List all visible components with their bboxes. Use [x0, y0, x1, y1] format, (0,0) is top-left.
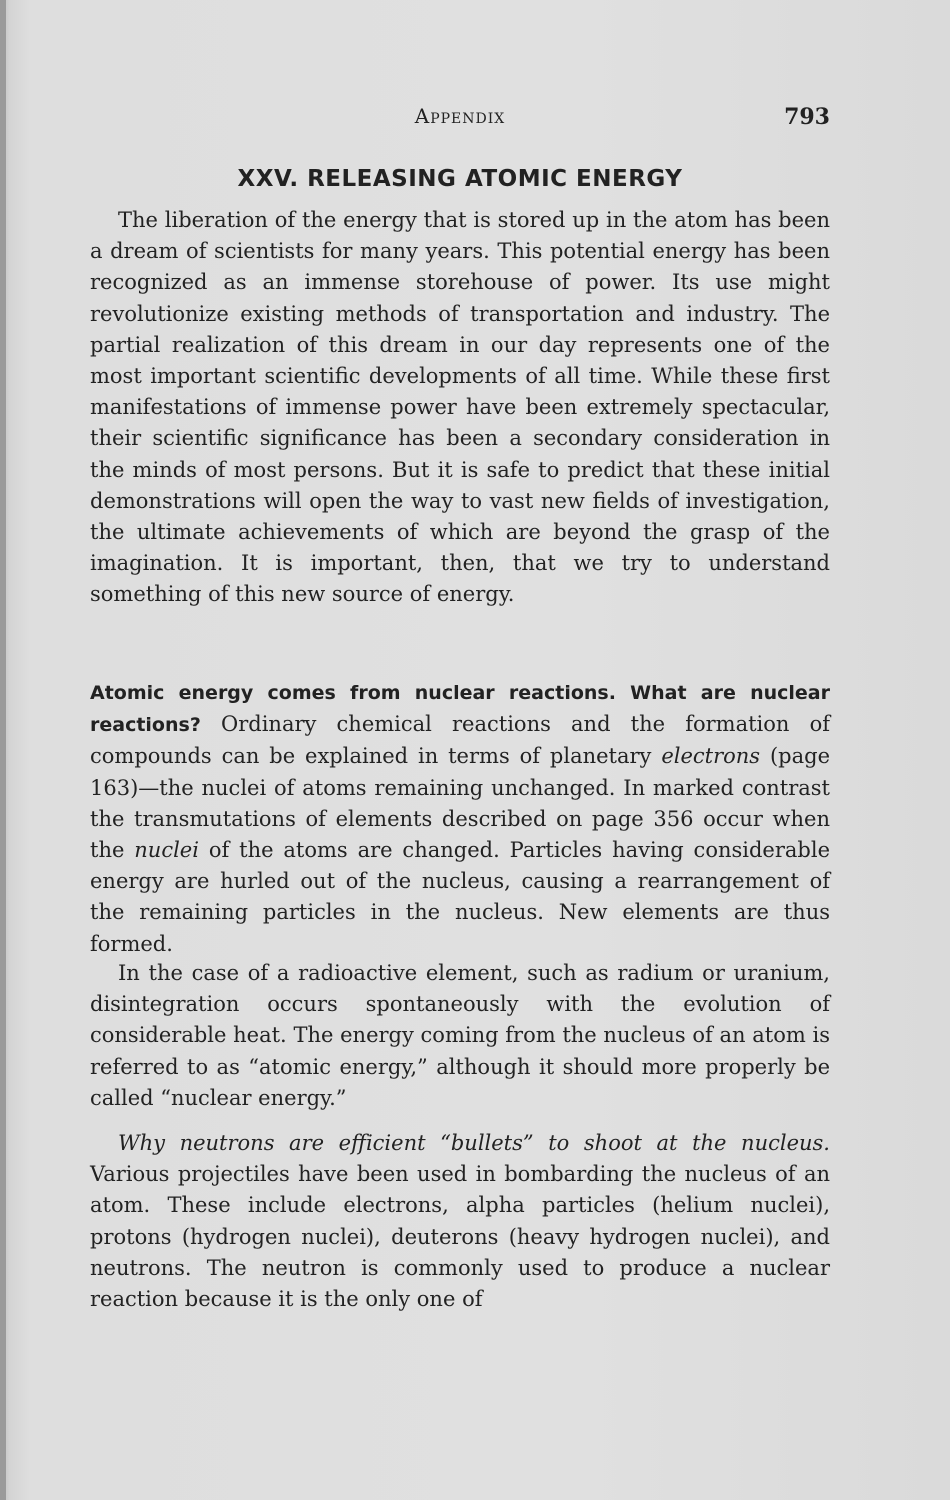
emphasis-nuclei: nuclei	[134, 838, 199, 863]
paragraph-neutrons-text: Various projectiles have been used in bombarding the nucleus of an atom. These include electrons, alpha particles (helium nuclei), protons (hydrogen nuclei), deuterons (heavy hydrogen nuclei), and neutrons. The neutron is commonly used to produce a nuclear reaction because it is the only one of	[90, 1162, 830, 1312]
running-head: Appendix	[414, 104, 506, 128]
page-header	[90, 104, 830, 134]
paragraph-nuclear-reactions	[90, 677, 830, 960]
page-spine-edge	[0, 0, 6, 1500]
paragraph-neutrons	[90, 1128, 830, 1315]
paragraph-radioactive-text: In the case of a radioactive element, such as radium or uranium, disintegration occurs spontaneously with the evolution of considerable heat. The energy coming from the nucleus of an atom is referred to as “atomic energy,” although it should more properly be called “nuclear energy.”	[90, 961, 830, 1110]
section-title: XXV. RELEASING ATOMIC ENERGY	[237, 166, 683, 192]
paragraph-text: Ordinary chemical reactions and the formation of compounds can be explained in terms of planetary	[90, 712, 830, 769]
paragraph-text: of the atoms are changed. Particles having considerable energy are hurled out of the nucleus, causing a rearrangement of the remaining particles in the nucleus. New elements are thus formed.	[90, 838, 830, 956]
paragraph-heading-nuclear-reactions: Atomic energy comes from nuclear reactions. What are nuclear reactions?	[90, 682, 830, 737]
paragraph-text: (page 163)—the nuclei of atoms remaining unchanged. In marked contrast the transmutations of elements described on page 356 occur when the	[90, 744, 830, 863]
emphasis-electrons: electrons	[661, 744, 761, 769]
paragraph-heading-neutrons: Why neutrons are efficient “bullets” to shoot at the nucleus.	[118, 1131, 830, 1155]
paragraph-intro	[90, 205, 830, 611]
paragraph-radioactive	[90, 958, 830, 1114]
paragraph-intro-text: The liberation of the energy that is stored up in the atom has been a dream of scientists for many years. This potential energy has been recognized as an immense storehouse of power. Its use might revolutionize existing methods of transportation and industry. The partial realization of this dream in our day represents one of the most important scientific developments of all time. While these first manifestations of immense power have been extremely spectacular, their scientific significance has been a secondary consideration in the minds of most persons. But it is safe to predict that these initial demonstrations will open the way to vast new fields of investigation, the ultimate achievements of which are beyond the grasp of the imagination. It is important, then, that we try to understand something of this new source of energy.	[90, 208, 830, 607]
page-number: 793	[784, 104, 830, 130]
